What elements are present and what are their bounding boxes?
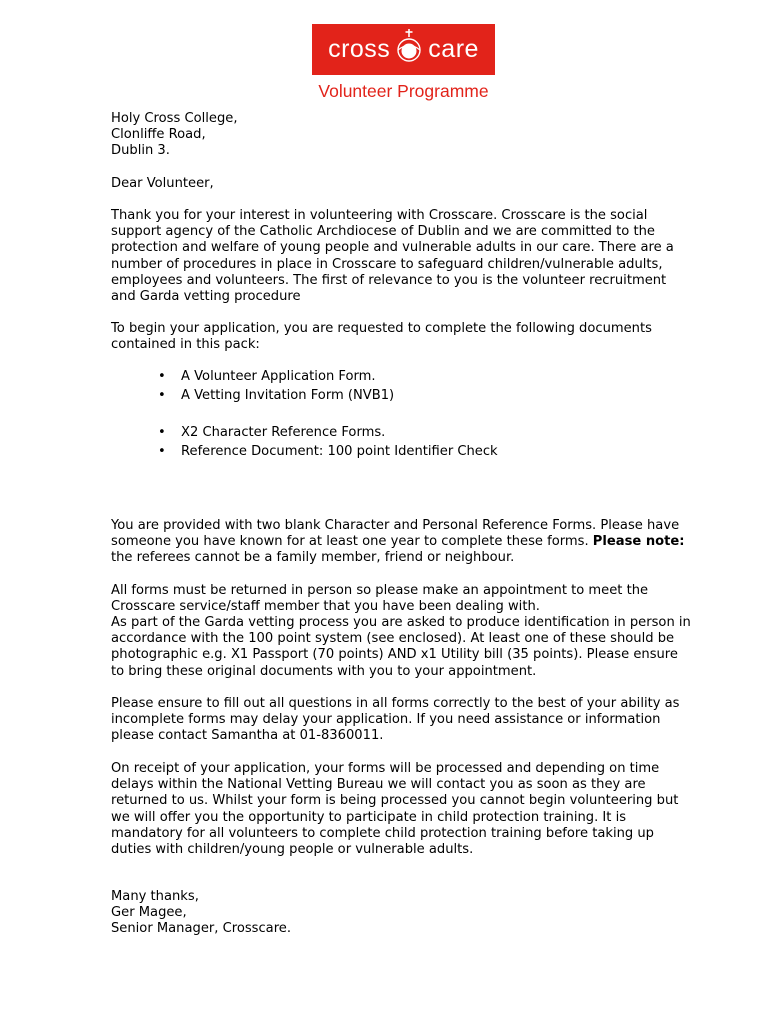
address-line: Dublin 3. [111,143,170,159]
signoff-block [111,889,691,938]
logo-word-right: care [428,35,479,63]
salutation: Dear Volunteer, [111,176,214,191]
address-line: Holy Cross College, [111,111,238,126]
intro-paragraph: Thank you for your interest in volunteering with Crosscare. Crosscare is the social support agency of the Catholic Archdiocese of Dublin and we are committed to the protection and welfare of young people and vulnerable adults in our care. There are a number of procedures in place in Crosscare to safeguard children/vulnerable adults, employees and volunteers. The first of relevance to you is the volunteer recruitment and Garda vetting procedure [111,208,674,305]
list-item: • A Vetting Invitation Form (NVB1) [152,387,394,406]
bullet-icon: • [158,443,166,459]
address-block [111,111,691,160]
address-line: Clonliffe Road, [111,127,206,143]
list-item: • X2 Character Reference Forms. [152,424,498,443]
references-paragraph: You are provided with two blank Character and Personal Reference Forms. Please have someone you have known for at least one year to complete these forms. Please note: the referees cannot be a family member, friend or neighbour. [111,518,685,566]
receipt-paragraph: On receipt of your application, your forms will be processed and depending on time delays within the National Vetting Bureau we will contact you as soon as they are returned to us. Whilst your form is being processed you cannot begin volunteering but we will offer you the opportunity to participate in child protection training. It is mandatory for all volunteers to complete child protection training before taking up duties with children/young people or vulnerable adults. [111,761,679,858]
bullet-icon: • [158,425,166,440]
documents-list-1 [152,368,394,405]
list-item: • A Volunteer Application Form. [152,368,394,387]
signoff-line: Senior Manager, Crosscare. [111,921,292,937]
begin-paragraph: To begin your application, you are requested to complete the following documents contained in this pack: [111,321,652,353]
signoff-line: Many thanks, [111,889,199,904]
logo-word-left: cross [328,35,391,63]
list-item: • Reference Document: 100 point Identifier Check [152,443,498,462]
bullet-icon: • [158,369,166,384]
logo-subtitle: Volunteer Programme [318,81,489,101]
signoff-line: Ger Magee, [111,905,187,921]
documents-list-2 [152,424,498,461]
fill-out-paragraph: Please ensure to fill out all questions in all forms correctly to the best of your ability as incomplete forms may delay your application. If you need assistance or information please contact Samantha at 01-8360011. [111,696,680,744]
please-note-label: Please note: [592,534,685,550]
garda-paragraph: As part of the Garda vetting process you are asked to produce identification in person in accordance with the 100 point system (see enclosed). At least one of these should be photographic e.g. X1 Passport (70 points) AND x1 Utility bill (35 points). Please ensure to bring these original documents with you to your appointment. [111,615,691,679]
logo-cross-icon [396,37,422,63]
crosscare-logo [312,24,495,75]
return-forms-paragraph: All forms must be returned in person so please make an appointment to meet the Crosscare service/staff member that you have been dealing with. [111,583,649,615]
bullet-icon: • [158,387,166,403]
